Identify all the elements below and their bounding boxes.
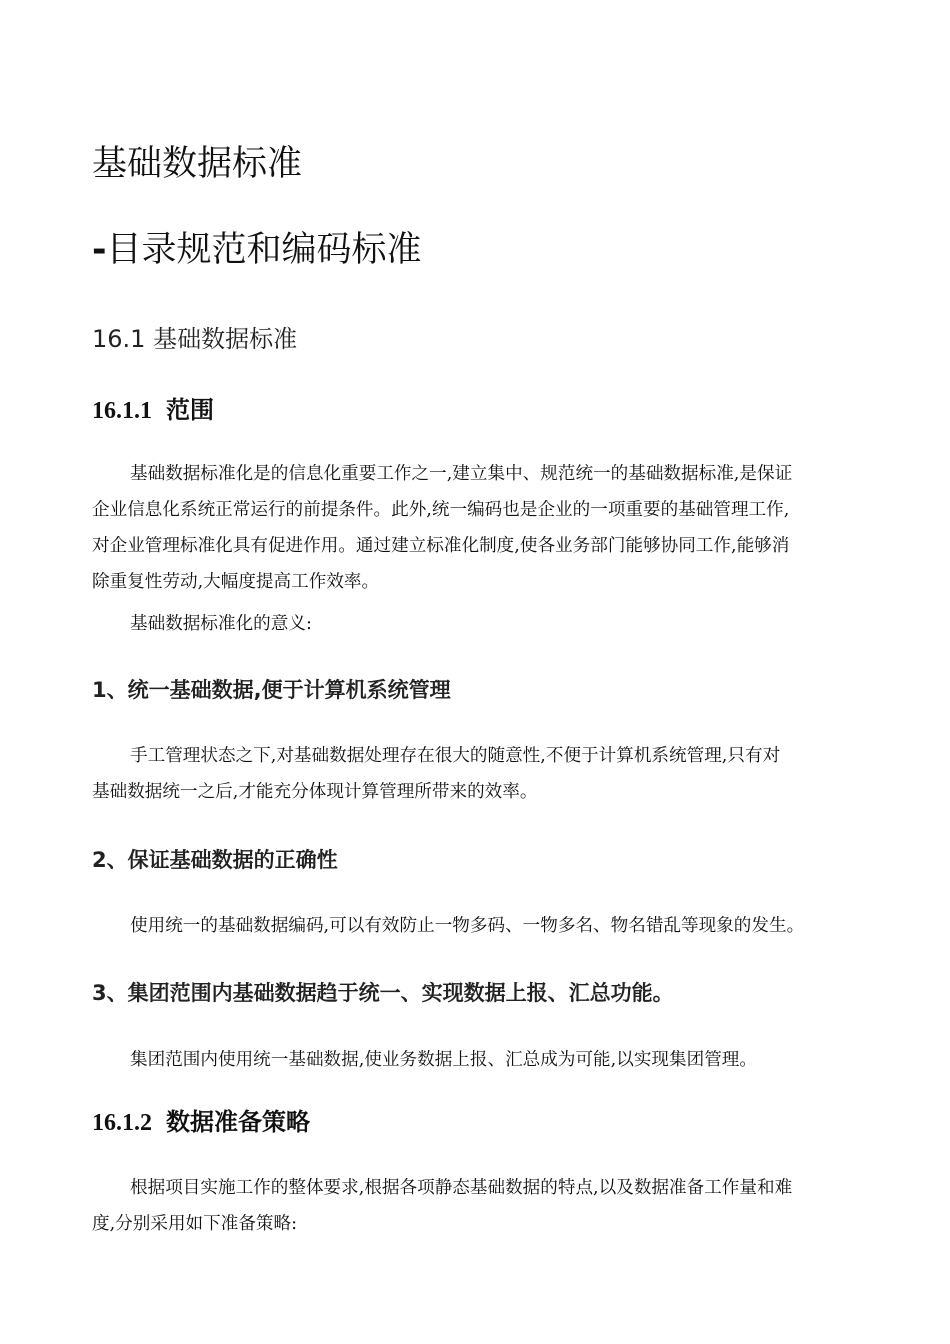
subsection-number: 16.1.1	[92, 398, 152, 424]
subtitle-text: 目录规范和编码标准	[106, 230, 422, 270]
document-subtitle	[92, 222, 422, 272]
intro-paragraph	[92, 456, 862, 600]
paragraph-line: 除重复性劳动,大幅度提高工作效率。	[92, 572, 380, 592]
subsection-heading-strategy	[92, 1102, 310, 1137]
document-title: 基础数据标准	[92, 144, 303, 184]
paragraph-line: 企业信息化系统正常运行的前提条件。此外,统一编码也是企业的一项重要的基础管理工作,	[92, 500, 790, 520]
point-heading-1: 1、统一基础数据,便于计算机系统管理	[92, 678, 451, 702]
paragraph-line: 根据项目实施工作的整体要求,根据各项静态基础数据的特点,以及数据准备工作量和难	[130, 1178, 793, 1198]
point-paragraph-3	[92, 1042, 862, 1078]
subsection-number: 16.1.2	[92, 1110, 152, 1136]
paragraph-line: 手工管理状态之下,对基础数据处理存在很大的随意性,不便于计算机系统管理,只有对	[130, 746, 781, 766]
point-heading-3: 3、集团范围内基础数据趋于统一、实现数据上报、汇总功能。	[92, 981, 674, 1005]
point-heading-2: 2、保证基础数据的正确性	[92, 848, 338, 872]
paragraph-line: 集团范围内使用统一基础数据,使业务数据上报、汇总成为可能,以实现集团管理。	[130, 1050, 757, 1070]
point-paragraph-1	[92, 738, 862, 810]
paragraph-line: 基础数据标准化的意义:	[130, 614, 312, 634]
paragraph-line: 基础数据统一之后,才能充分体现计算管理所带来的效率。	[92, 782, 538, 802]
subtitle-dash: -	[92, 230, 107, 270]
strategy-paragraph	[92, 1170, 862, 1242]
point-paragraph-2	[92, 908, 862, 944]
paragraph-line: 对企业管理标准化具有促进作用。通过建立标准化制度,使各业务部门能够协同工作,能够消	[92, 536, 790, 556]
subsection-label: 数据准备策略	[166, 1108, 310, 1136]
meaning-paragraph	[92, 606, 862, 642]
section-heading: 16.1 基础数据标准	[92, 325, 298, 353]
subsection-heading-scope	[92, 390, 214, 425]
paragraph-line: 度,分别采用如下准备策略:	[92, 1214, 298, 1234]
paragraph-line: 基础数据标准化是的信息化重要工作之一,建立集中、规范统一的基础数据标准,是保证	[130, 464, 793, 484]
subsection-label: 范围	[166, 396, 214, 424]
paragraph-line: 使用统一的基础数据编码,可以有效防止一物多码、一物多名、物名错乱等现象的发生。	[130, 916, 805, 936]
